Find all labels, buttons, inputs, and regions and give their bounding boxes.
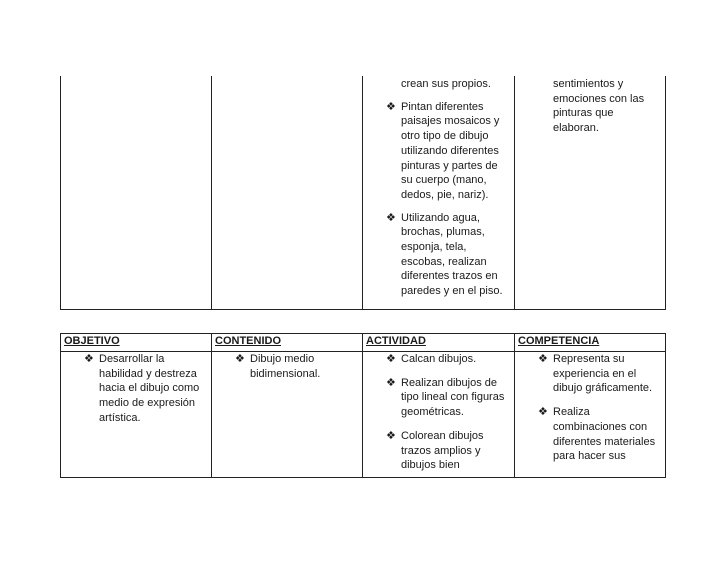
diamond-bullet-icon: ❖	[386, 210, 396, 224]
list-item: ❖ Calcan dibujos.	[386, 352, 477, 365]
table-planificacion	[60, 333, 666, 478]
cell-competencia-cont	[515, 76, 666, 310]
cell-objetivo	[61, 352, 212, 478]
continuation-text: sentimientos y emociones con las pinturas que elaboran.	[553, 78, 645, 135]
diamond-bullet-icon: ❖	[386, 352, 396, 365]
diamond-bullet-icon: ❖	[386, 428, 396, 442]
cell-competencia	[515, 352, 666, 478]
cell-actividad	[363, 352, 515, 478]
table-continuation	[60, 76, 666, 310]
cell-contenido-cont	[212, 76, 363, 310]
diamond-bullet-icon: ❖	[84, 352, 94, 365]
diamond-bullet-icon: ❖	[386, 375, 396, 389]
cell-objetivo-cont	[61, 76, 212, 310]
diamond-bullet-icon: ❖	[235, 352, 245, 365]
list-item: ❖ Dibujo medio bidimensional.	[235, 352, 321, 380]
header-objetivo: OBJETIVO	[61, 334, 212, 352]
list-item: ❖ Realiza combinaciones con diferentes materiales para hacer sus	[538, 405, 656, 463]
list-item: ❖ Utilizando agua, brochas, plumas, esponja, tela, escobas, realizan diferentes trazos en paredes y en el piso.	[386, 210, 503, 298]
header-competencia: COMPETENCIA	[515, 334, 666, 352]
list-item: ❖ Representa su experiencia en el dibujo gráficamente.	[538, 352, 653, 395]
continuation-text: crean sus propios.	[401, 78, 491, 90]
header-contenido: CONTENIDO	[212, 334, 363, 352]
diamond-bullet-icon: ❖	[538, 405, 548, 419]
header-actividad: ACTIVIDAD	[363, 334, 515, 352]
list-item: ❖ Desarrollar la habilidad y destreza hacia el dibujo como medio de expresión artística.	[84, 352, 200, 424]
list-item: ❖ Pintan diferentes paisajes mosaicos y otro tipo de dibujo utilizando diferentes pinturas y partes de su cuerpo (mano, dedos, pie, nariz).	[386, 99, 500, 201]
cell-contenido	[212, 352, 363, 478]
cell-actividad-cont	[363, 76, 515, 310]
list-item: ❖ Colorean dibujos trazos amplios y dibujos bien	[386, 428, 484, 472]
diamond-bullet-icon: ❖	[538, 352, 548, 365]
list-item: ❖ Realizan dibujos de tipo lineal con figuras geométricas.	[386, 375, 505, 419]
diamond-bullet-icon: ❖	[386, 99, 396, 113]
